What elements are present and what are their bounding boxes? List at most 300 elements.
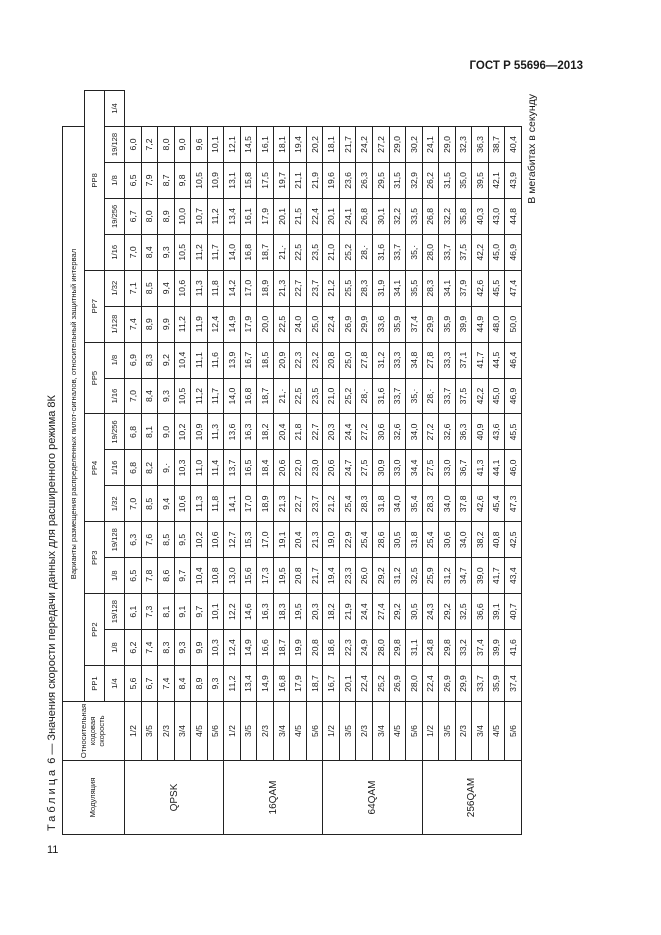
data-rate-cell: 24,1 <box>422 127 439 163</box>
data-rate-cell: 20,6 <box>273 450 290 486</box>
data-rate-cell: 33,7 <box>389 378 406 414</box>
data-rate-cell: 10,3 <box>207 630 224 666</box>
pilot-pattern-header: PP4 <box>85 414 105 522</box>
data-rate-cell: 7,4 <box>158 666 175 702</box>
data-rate-cell: 16,1 <box>240 198 257 234</box>
data-rate-cell: 26,9 <box>339 306 356 342</box>
data-rate-cell: 6,5 <box>125 558 142 594</box>
data-rate-cell: 18,2 <box>257 414 274 450</box>
data-rate-cell: 38,2 <box>472 522 489 558</box>
data-rate-cell: 41,7 <box>488 558 505 594</box>
data-rate-cell: 17,3 <box>257 558 274 594</box>
data-rate-cell: 43,4 <box>505 558 522 594</box>
data-rate-cell: 34,7 <box>455 558 472 594</box>
data-rate-cell: 16,7 <box>240 342 257 378</box>
data-rate-cell: 14,2 <box>224 270 241 306</box>
modulation-cell: QPSK <box>125 761 224 835</box>
data-rate-cell: 9,1 <box>174 594 191 630</box>
data-rate-cell: 16,8 <box>240 234 257 270</box>
data-rate-cell: 28,6 <box>372 522 389 558</box>
data-rate-cell: 16,6 <box>257 630 274 666</box>
data-rate-cell: 18,6 <box>323 630 340 666</box>
guard-interval-header: 1/8 <box>105 630 125 666</box>
code-rate-cell: 3/4 <box>372 702 389 761</box>
data-rate-cell: 35,5 <box>406 270 423 306</box>
data-rate-cell: 20,1 <box>323 198 340 234</box>
data-rate-cell: 34,1 <box>439 270 456 306</box>
data-rate-cell: 32,6 <box>389 414 406 450</box>
document-header: ГОСТ Р 55696—2013 <box>469 60 583 72</box>
data-rate-cell: 21,1 <box>290 162 307 198</box>
data-rate-cell: 11,2 <box>174 306 191 342</box>
code-rate-cell: 3/5 <box>141 702 158 761</box>
data-rate-cell: 7,0 <box>125 378 142 414</box>
data-rate-cell: 20,4 <box>290 522 307 558</box>
data-rate-cell: 9,0 <box>174 127 191 163</box>
guard-interval-header: 19/256 <box>105 414 125 450</box>
data-rate-cell: 33,7 <box>439 234 456 270</box>
data-rate-cell: 7,1 <box>125 270 142 306</box>
data-rate-cell: 33,3 <box>389 342 406 378</box>
data-rate-cell: 46,0 <box>505 450 522 486</box>
data-rate-cell: 24,4 <box>339 414 356 450</box>
data-rate-cell: 14,0 <box>224 234 241 270</box>
data-rate-cell: 21,0 <box>323 234 340 270</box>
data-rate-cell: 29,9 <box>422 306 439 342</box>
code-rate-cell: 2/3 <box>158 702 175 761</box>
data-rate-cell: 9,7 <box>191 594 208 630</box>
data-rate-cell: 18,1 <box>273 127 290 163</box>
table-row <box>422 91 439 835</box>
data-rate-cell: 9,3 <box>158 234 175 270</box>
data-rate-cell: 21,3 <box>273 486 290 522</box>
data-rate-cell: 19,7 <box>273 162 290 198</box>
pilot-pattern-header: PP8 <box>85 91 105 271</box>
code-rate-cell: 5/6 <box>505 702 522 761</box>
data-rate-cell: 18,9 <box>257 270 274 306</box>
data-rate-cell: 23,3 <box>339 558 356 594</box>
data-rate-cell: 6,8 <box>125 414 142 450</box>
data-rate-cell: 25,9 <box>422 558 439 594</box>
data-rate-cell: 28,· <box>356 234 373 270</box>
data-rate-cell: 46,9 <box>505 378 522 414</box>
data-rate-cell: 46,4 <box>505 342 522 378</box>
data-rate-cell: 23,2 <box>306 342 323 378</box>
data-rate-cell: 20,8 <box>290 558 307 594</box>
data-rate-cell: 43,0 <box>488 198 505 234</box>
data-rate-cell: 6,2 <box>125 630 142 666</box>
data-rate-cell: 42,1 <box>488 162 505 198</box>
data-rate-cell: 14,9 <box>240 630 257 666</box>
data-rate-cell: 17,0 <box>240 270 257 306</box>
data-rate-cell: 28,· <box>356 378 373 414</box>
data-rate-cell: 21,7 <box>306 558 323 594</box>
data-rate-cell: 18,7 <box>306 666 323 702</box>
data-rate-cell: 38,7 <box>488 127 505 163</box>
code-rate-cell: 3/4 <box>174 702 191 761</box>
data-rate-cell: 9,0 <box>158 414 175 450</box>
data-rate-cell: 37,5 <box>455 234 472 270</box>
data-rate-cell: 18,9 <box>257 486 274 522</box>
data-rate-cell: 31,5 <box>389 162 406 198</box>
data-rate-cell: 21,2 <box>323 486 340 522</box>
data-rate-cell: 37,9 <box>455 270 472 306</box>
data-rate-cell: 44,1 <box>488 450 505 486</box>
data-rate-cell: 25,4 <box>356 522 373 558</box>
data-rate-cell: 11,2 <box>191 378 208 414</box>
data-rate-cell: 14,9 <box>257 666 274 702</box>
data-rate-cell: 9,4 <box>158 486 175 522</box>
data-rate-cell: 39,9 <box>455 306 472 342</box>
data-rate-cell: 32,3 <box>455 127 472 163</box>
rotated-table-block <box>44 90 584 835</box>
data-rate-cell: 9,3 <box>158 378 175 414</box>
data-rate-cell: 9,6 <box>191 127 208 163</box>
data-rate-cell: 22,5 <box>290 234 307 270</box>
data-rate-cell: 7,2 <box>141 127 158 163</box>
data-rate-cell: 42,5 <box>505 522 522 558</box>
data-rate-cell: 21,8 <box>290 414 307 450</box>
data-rate-cell: 26,9 <box>389 666 406 702</box>
data-rate-cell: 10,6 <box>174 486 191 522</box>
data-rate-cell: 36,3 <box>472 127 489 163</box>
data-rate-cell: 20,0 <box>257 306 274 342</box>
modulation-cell: 256QAM <box>422 761 521 835</box>
data-rate-cell: 8,4 <box>174 666 191 702</box>
data-rate-cell: 39,0 <box>472 558 489 594</box>
code-rate-header: Относительная кодовая скорость <box>63 702 125 761</box>
data-rate-cell: 8,7 <box>158 162 175 198</box>
data-rate-cell: 29,0 <box>389 127 406 163</box>
data-rate-cell: 11,2 <box>207 198 224 234</box>
table-row <box>174 91 191 835</box>
data-rate-cell: 8,6 <box>158 558 175 594</box>
data-rate-cell: 23,6 <box>339 162 356 198</box>
data-rate-cell: 10,2 <box>191 522 208 558</box>
data-rate-cell: 25,5 <box>339 270 356 306</box>
data-rate-cell: 35,0 <box>455 162 472 198</box>
data-rate-cell: 26,8 <box>356 198 373 234</box>
data-rate-cell: 30,6 <box>372 414 389 450</box>
data-rate-cell: 33,6 <box>372 306 389 342</box>
data-rate-cell: 34,0 <box>389 486 406 522</box>
data-rate-cell: 10,1 <box>207 127 224 163</box>
data-rate-cell: 9,5 <box>174 522 191 558</box>
data-rate-cell: 10,4 <box>191 558 208 594</box>
data-rate-cell: 35,9 <box>389 306 406 342</box>
table-row <box>455 91 472 835</box>
data-rate-cell: 23,7 <box>306 486 323 522</box>
data-rate-cell: 16,8 <box>273 666 290 702</box>
data-rate-cell: 21,3 <box>273 270 290 306</box>
data-rate-cell: 28,3 <box>356 270 373 306</box>
data-rate-cell: 17,0 <box>240 486 257 522</box>
data-rate-cell: 22,5 <box>290 378 307 414</box>
data-rate-cell: 10,6 <box>174 270 191 306</box>
data-rate-cell: 24,2 <box>356 127 373 163</box>
data-rate-cell: 22,7 <box>290 270 307 306</box>
data-rate-cell: 25,2 <box>339 378 356 414</box>
table-caption <box>46 395 58 831</box>
data-rate-cell: 30,1 <box>372 198 389 234</box>
data-rate-cell: 10,5 <box>174 378 191 414</box>
data-rate-cell: 18,2 <box>323 594 340 630</box>
data-rate-cell: 47,4 <box>505 270 522 306</box>
data-rate-cell: 47,3 <box>505 486 522 522</box>
guard-interval-header: 1/8 <box>105 162 125 198</box>
data-rate-cell: 19,5 <box>290 594 307 630</box>
data-rate-cell: 40,7 <box>505 594 522 630</box>
data-rate-cell: 22,7 <box>290 486 307 522</box>
data-rate-cell: 34,4 <box>406 450 423 486</box>
data-rate-cell: 7,4 <box>125 306 142 342</box>
guard-interval-header: 1/8 <box>105 558 125 594</box>
data-rate-cell: 31,8 <box>406 522 423 558</box>
data-rate-cell: 12,2 <box>224 594 241 630</box>
data-rate-cell: 42,2 <box>472 234 489 270</box>
data-rate-cell: 28,0 <box>372 630 389 666</box>
data-rate-cell: 31,2 <box>439 558 456 594</box>
data-rate-cell: 39,1 <box>488 594 505 630</box>
data-rate-cell: 32,5 <box>406 558 423 594</box>
data-rate-cell: 16,8 <box>240 378 257 414</box>
data-rate-cell: 31,6 <box>372 378 389 414</box>
data-rate-cell: 11,3 <box>191 486 208 522</box>
data-rate-cell: 34,0 <box>455 522 472 558</box>
data-rate-cell: 10,7 <box>191 198 208 234</box>
data-rate-cell: 44,5 <box>488 342 505 378</box>
data-rate-cell: 33,0 <box>389 450 406 486</box>
data-rate-cell: 32,2 <box>389 198 406 234</box>
data-rate-cell: 23,5 <box>306 234 323 270</box>
data-rate-cell: 10,0 <box>174 198 191 234</box>
data-rate-cell: 19,4 <box>290 127 307 163</box>
data-rate-cell: 18,5 <box>257 342 274 378</box>
code-rate-cell: 1/2 <box>224 702 241 761</box>
data-rate-cell: 6,0 <box>125 127 142 163</box>
data-rate-cell: 37,4 <box>406 306 423 342</box>
data-rate-cell: 15,8 <box>240 162 257 198</box>
data-rate-cell: 22,3 <box>290 342 307 378</box>
data-rate-cell: 42,2 <box>472 378 489 414</box>
pilot-pattern-header: PP7 <box>85 270 105 342</box>
data-rate-cell: 36,6 <box>472 594 489 630</box>
data-rate-cell: 24,3 <box>422 594 439 630</box>
code-rate-cell: 1/2 <box>323 702 340 761</box>
data-rate-cell: 20,1 <box>273 198 290 234</box>
data-rate-cell: 21,9 <box>306 162 323 198</box>
data-rate-cell: 43,9 <box>505 162 522 198</box>
data-rate-cell: 20,9 <box>273 342 290 378</box>
data-rate-cell: 7,8 <box>141 558 158 594</box>
table-row <box>472 91 489 835</box>
table-row <box>125 91 142 835</box>
data-rate-cell: 9,8 <box>174 162 191 198</box>
data-rate-cell: 6,7 <box>141 666 158 702</box>
data-rate-cell: 27,2 <box>372 127 389 163</box>
data-rate-cell: 29,0 <box>439 127 456 163</box>
data-rate-cell: 19,5 <box>273 558 290 594</box>
data-rate-cell: 20,4 <box>273 414 290 450</box>
data-rate-cell: 16,3 <box>257 594 274 630</box>
table-row <box>141 91 158 835</box>
data-rate-cell: 6,1 <box>125 594 142 630</box>
data-rate-cell: 35,· <box>406 378 423 414</box>
caption-lead: Таблица <box>46 766 58 831</box>
data-rate-cell: 10,3 <box>174 450 191 486</box>
code-rate-cell: 4/5 <box>191 702 208 761</box>
data-rate-cell: 8,1 <box>158 594 175 630</box>
data-rate-cell: 6,5 <box>125 162 142 198</box>
data-rate-cell: 29,8 <box>389 630 406 666</box>
data-rate-cell: 9,3 <box>207 666 224 702</box>
data-rate-cell: 30,6 <box>439 522 456 558</box>
data-rate-cell: 10,6 <box>207 522 224 558</box>
data-rate-table <box>62 90 522 835</box>
data-rate-cell: 24,7 <box>339 450 356 486</box>
data-rate-cell: 27,8 <box>422 342 439 378</box>
data-rate-cell: 24,1 <box>339 198 356 234</box>
data-rate-cell: 7,4 <box>141 630 158 666</box>
data-rate-cell: 34,0 <box>406 414 423 450</box>
data-rate-cell: 11,8 <box>207 486 224 522</box>
guard-interval-header: 1/16 <box>105 378 125 414</box>
data-rate-cell: 25,2 <box>339 234 356 270</box>
table-row <box>389 91 406 835</box>
pilot-pattern-header: PP1 <box>85 666 105 702</box>
data-rate-cell: 35,9 <box>439 306 456 342</box>
code-rate-cell: 3/5 <box>240 702 257 761</box>
data-rate-cell: 7,3 <box>141 594 158 630</box>
data-rate-cell: 6,7 <box>125 198 142 234</box>
data-rate-cell: 19,6 <box>323 162 340 198</box>
data-rate-cell: 10,1 <box>207 594 224 630</box>
data-rate-cell: 11,3 <box>207 414 224 450</box>
data-rate-cell: 10,9 <box>191 414 208 450</box>
data-rate-cell: 40,9 <box>472 414 489 450</box>
data-rate-cell: 31,6 <box>372 234 389 270</box>
table-row <box>158 91 175 835</box>
data-rate-cell: 31,8 <box>372 486 389 522</box>
data-rate-cell: 7,0 <box>125 486 142 522</box>
table-row <box>372 91 389 835</box>
data-rate-cell: 31,9 <box>372 270 389 306</box>
data-rate-cell: 30,2 <box>406 127 423 163</box>
guard-interval-header: 1/4 <box>105 666 125 702</box>
data-rate-cell: 27,4 <box>372 594 389 630</box>
data-rate-cell: 10,5 <box>174 234 191 270</box>
data-rate-cell: 22,4 <box>306 198 323 234</box>
data-rate-cell: 13,0 <box>224 558 241 594</box>
data-rate-cell: 27,8 <box>356 342 373 378</box>
data-rate-cell: 19,9 <box>290 630 307 666</box>
page-number: 11 <box>47 844 59 856</box>
data-rate-cell: 7,0 <box>125 234 142 270</box>
data-rate-cell: 22,4 <box>356 666 373 702</box>
data-rate-cell: 21,7 <box>339 127 356 163</box>
data-rate-cell: 5,6 <box>125 666 142 702</box>
data-rate-cell: 40,8 <box>488 522 505 558</box>
data-rate-cell: 37,1 <box>455 342 472 378</box>
guard-interval-header: 1/128 <box>105 306 125 342</box>
data-rate-cell: 17,0 <box>257 522 274 558</box>
data-rate-cell: 44,8 <box>505 198 522 234</box>
data-rate-cell: 13,4 <box>224 198 241 234</box>
table-row <box>323 91 340 835</box>
data-rate-cell: 37,4 <box>505 666 522 702</box>
modulation-header: Модуляция <box>63 761 125 835</box>
data-rate-cell: 9,3 <box>174 630 191 666</box>
code-rate-cell: 3/5 <box>339 702 356 761</box>
table-row <box>257 91 274 835</box>
data-rate-cell: 8,9 <box>191 666 208 702</box>
data-rate-cell: 29,9 <box>455 666 472 702</box>
code-rate-cell: 3/4 <box>273 702 290 761</box>
data-rate-cell: 13,9 <box>224 342 241 378</box>
code-rate-cell: 3/4 <box>472 702 489 761</box>
data-rate-cell: 28,3 <box>422 270 439 306</box>
data-rate-cell: 25,2 <box>372 666 389 702</box>
data-rate-cell: 9,9 <box>158 306 175 342</box>
data-rate-cell: 10,2 <box>174 414 191 450</box>
data-rate-cell: 29,8 <box>439 630 456 666</box>
code-rate-cell: 1/2 <box>422 702 439 761</box>
data-rate-cell: 11,7 <box>207 378 224 414</box>
table-row <box>505 91 522 835</box>
data-rate-cell: 10,9 <box>207 162 224 198</box>
data-rate-cell: 10,8 <box>207 558 224 594</box>
data-rate-cell: 8,9 <box>141 306 158 342</box>
data-rate-cell: 44,9 <box>472 306 489 342</box>
code-rate-cell: 5/6 <box>306 702 323 761</box>
table-row <box>273 91 290 835</box>
data-rate-cell: 33,7 <box>389 234 406 270</box>
data-rate-cell: 11,3 <box>191 270 208 306</box>
data-rate-cell: 23,0 <box>306 450 323 486</box>
modulation-cell: 16QAM <box>224 761 323 835</box>
data-rate-cell: 20,6 <box>323 450 340 486</box>
variants-header: Варианты размещения распределенных пилот-сигналов, относительный защитный интервал <box>63 127 85 702</box>
data-rate-cell: 9,2 <box>158 342 175 378</box>
data-rate-cell: 8,2 <box>141 450 158 486</box>
data-rate-cell: 22,7 <box>306 414 323 450</box>
data-rate-cell: 19,0 <box>323 522 340 558</box>
data-rate-cell: 35,4 <box>406 486 423 522</box>
guard-interval-header: 19/128 <box>105 127 125 163</box>
data-rate-cell: 28,· <box>422 378 439 414</box>
data-rate-cell: 11,1 <box>191 342 208 378</box>
data-rate-cell: 16,3 <box>240 414 257 450</box>
data-rate-cell: 26,9 <box>439 666 456 702</box>
data-rate-cell: 8,5 <box>141 270 158 306</box>
data-rate-cell: 11,7 <box>207 234 224 270</box>
table-row <box>306 91 323 835</box>
data-rate-cell: 33,7 <box>472 666 489 702</box>
data-rate-cell: 31,2 <box>372 342 389 378</box>
data-rate-cell: 8,0 <box>158 127 175 163</box>
data-rate-cell: 26,8 <box>422 198 439 234</box>
data-rate-cell: 31,5 <box>439 162 456 198</box>
data-rate-cell: 18,3 <box>273 594 290 630</box>
data-rate-cell: 33,0 <box>439 450 456 486</box>
data-rate-cell: 21,· <box>273 378 290 414</box>
code-rate-cell: 5/6 <box>406 702 423 761</box>
data-rate-cell: 41,7 <box>472 342 489 378</box>
data-rate-cell: 28,0 <box>406 666 423 702</box>
data-rate-cell: 17,9 <box>240 306 257 342</box>
data-rate-cell: 11,8 <box>207 270 224 306</box>
data-rate-cell: 14,6 <box>240 594 257 630</box>
